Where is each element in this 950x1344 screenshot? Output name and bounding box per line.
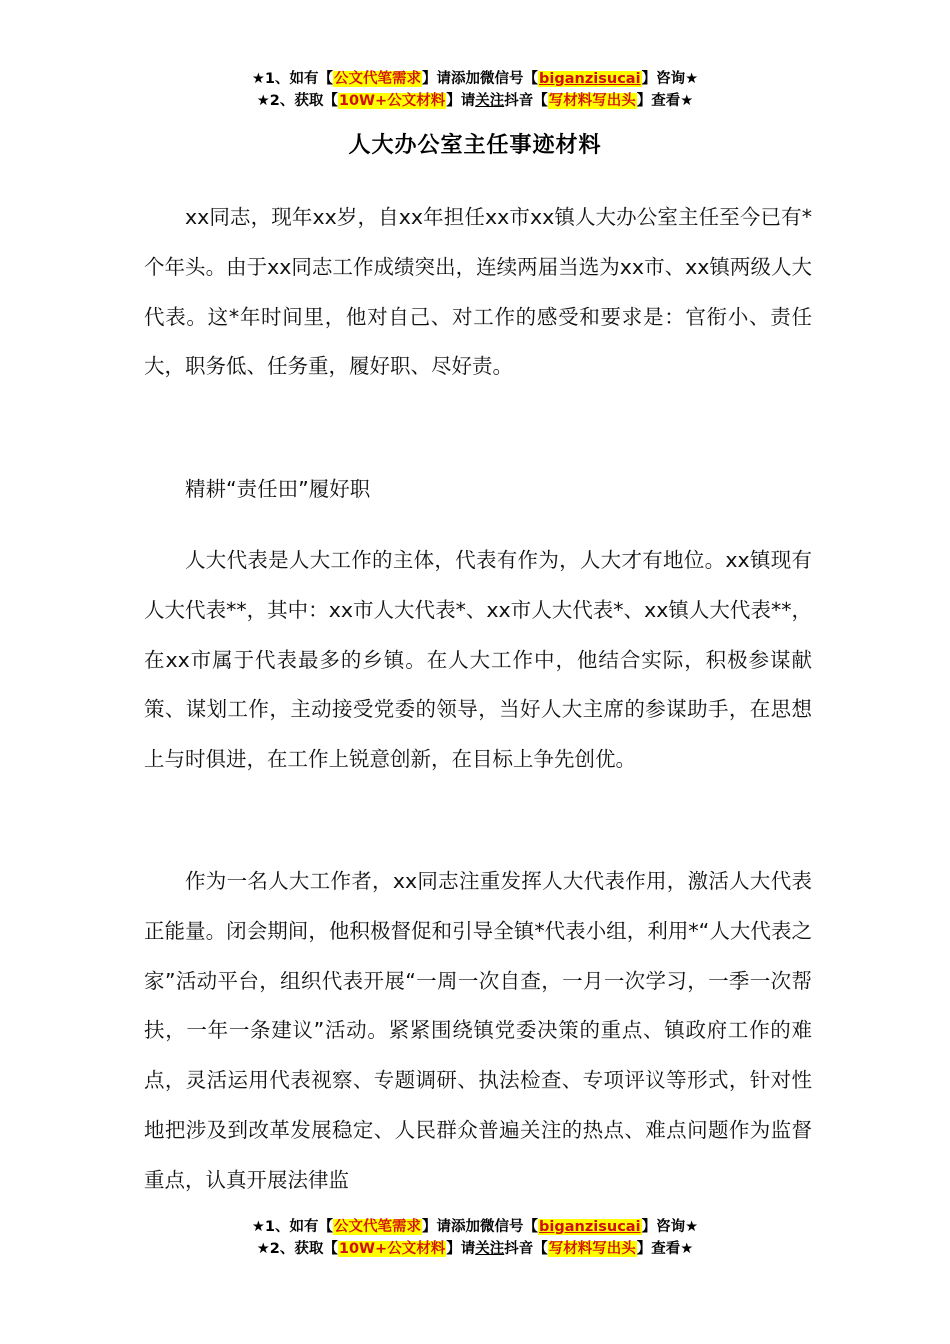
banner-highlight: 公文代笔需求: [334, 71, 422, 87]
banner-text: 】请: [422, 71, 452, 87]
document-title: 人大办公室主任事迹材料: [348, 133, 602, 158]
banner-text: ★2、获取【: [256, 93, 338, 109]
banner-text: ★1、如有【: [251, 1219, 334, 1235]
banner-text: 】咨询★: [641, 71, 699, 87]
banner-text: 】咨询★: [641, 1219, 699, 1235]
banner-text: 微信号【: [480, 1219, 539, 1235]
banner-text: 抖音【: [504, 93, 548, 109]
header-banner: [0, 68, 950, 112]
banner-wechat-id: biganzisucai: [539, 1219, 641, 1235]
paragraph-supervision: 作为一名人大工作者，xx同志注重发挥人大代表作用，激活人大代表正能量。闭会期间，他积极督促和引导全镇*代表小组，利用*“人大代表之家”活动平台，组织代表开展“一周一次自查，一月一次学习，一季一次帮扶，一年一条建议”活动。紧紧围绕镇党委决策的重点、镇政府工作的难点，灵活运用代表视察、专题调研、执法检查、专项评议等形式，针对性地把涉及到改革发展稳定、人民群众普遍关注的热点、难点问题作为监督重点，认真开展法律监: [144, 869, 812, 1192]
banner-emphasis: 添加: [451, 71, 481, 87]
banner-highlight: 10W+公文材料: [338, 93, 446, 109]
banner-line-1: [0, 68, 950, 90]
banner-text: 】请: [446, 93, 476, 109]
banner-text: 】请: [446, 1241, 476, 1257]
banner-douyin-id: 写材料写出头: [548, 93, 636, 109]
section-heading: 精耕“责任田”履好职: [185, 477, 371, 501]
banner-line-1: [0, 1216, 950, 1238]
banner-text: ★2、获取【: [256, 1241, 338, 1257]
banner-text: 】查看★: [636, 93, 694, 109]
paragraph-representatives: 人大代表是人大工作的主体，代表有作为，人大才有地位。xx镇现有人大代表**，其中：xx市人大代表*、xx市人大代表*、xx镇人大代表**，在xx市属于代表最多的乡镇。在人大工作中，他结合实际，积极参谋献策、谋划工作，主动接受党委的领导，当好人大主席的参谋助手，在思想上与时俱进，在工作上锐意创新，在目标上争先创优。: [144, 548, 812, 772]
body-section-3: [144, 857, 812, 1206]
banner-text: 微信号【: [480, 71, 539, 87]
body-section-2: [144, 536, 812, 785]
banner-text: ★1、如有【: [251, 71, 334, 87]
banner-line-2: [0, 90, 950, 112]
banner-text: 抖音【: [504, 1241, 548, 1257]
banner-text: 】请: [422, 1219, 452, 1235]
banner-highlight: 10W+公文材料: [338, 1241, 446, 1257]
body-section-intro: [144, 193, 812, 392]
body-section-heading: [144, 465, 812, 515]
banner-emphasis: 添加: [451, 1219, 481, 1235]
banner-highlight: 公文代笔需求: [334, 1219, 422, 1235]
banner-wechat-id: biganzisucai: [539, 71, 641, 87]
paragraph-intro: xx同志，现年xx岁，自xx年担任xx市xx镇人大办公室主任至今已有*个年头。由于xx同志工作成绩突出，连续两届当选为xx市、xx镇两级人大代表。这*年时间里，他对自己、对工作的感受和要求是：官衔小、责任大，职务低、任务重，履好职、尽好责。: [144, 205, 812, 379]
footer-banner: [0, 1216, 950, 1260]
banner-douyin-id: 写材料写出头: [548, 1241, 636, 1257]
banner-line-2: [0, 1238, 950, 1260]
banner-text: 】查看★: [636, 1241, 694, 1257]
banner-emphasis: 关注: [475, 1241, 505, 1257]
banner-emphasis: 关注: [475, 93, 505, 109]
